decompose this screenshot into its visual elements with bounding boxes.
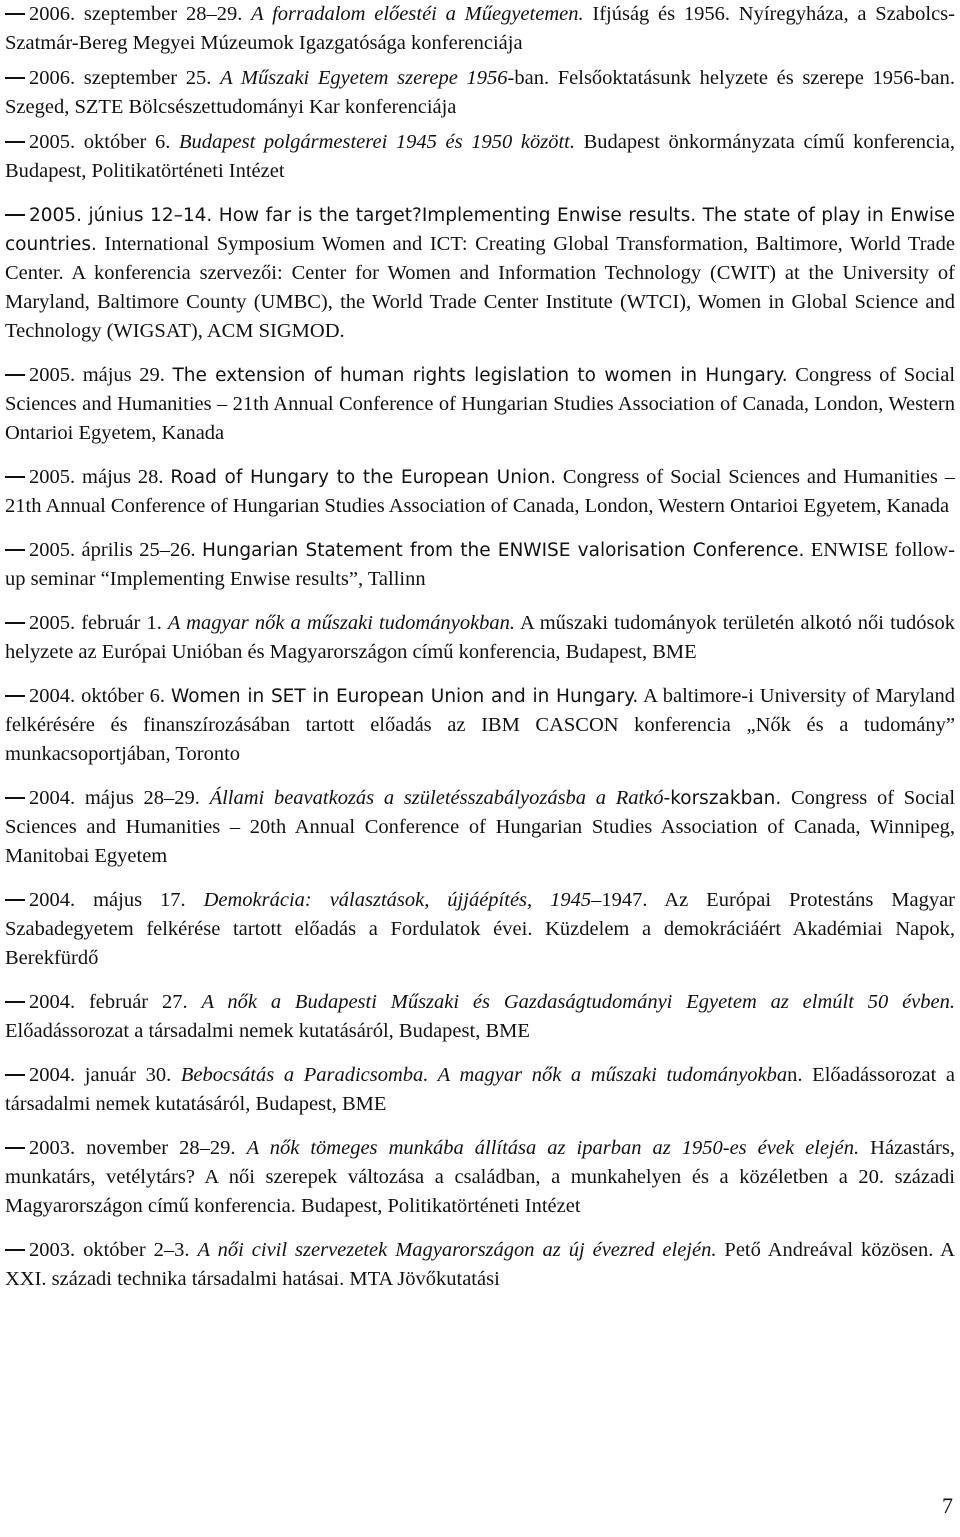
conference-entry xyxy=(5,609,955,667)
entry-text-segment: The extension of human rights legislation to women in Hungary. xyxy=(172,365,788,386)
dash-bullet-icon xyxy=(5,77,25,79)
conference-entry xyxy=(5,201,955,346)
entry-text-segment: 2003. november 28–29. xyxy=(29,1137,247,1159)
entry-text-segment: 2004. május 28–29. xyxy=(29,787,210,809)
entry-text-segment: A nők a Budapesti Műszaki és Gazdaságtudományi Egyetem az elmúlt 50 évben. xyxy=(201,991,955,1013)
dash-bullet-icon xyxy=(5,695,25,697)
entry-text-segment: Állami beavatkozás a születésszabályozásba a Ratkó xyxy=(209,787,664,809)
entry-text-segment: 2005. április 25–26. xyxy=(29,539,203,561)
conference-entry xyxy=(5,886,955,973)
dash-bullet-icon xyxy=(5,1001,25,1003)
entry-text-segment: 2005. május 28. xyxy=(29,466,171,488)
dash-bullet-icon xyxy=(5,1074,25,1076)
entry-text-segment: 2004. május 17. xyxy=(29,889,204,911)
dash-bullet-icon xyxy=(5,797,25,799)
entry-text-segment: Women in SET in European Union and in Hungary. xyxy=(171,686,639,707)
entry-text-segment: A műszaki tudományok területén alkotó női tudósok helyzete az Európai Unióban és Magyarországon című konferencia, Budapest, BME xyxy=(5,612,955,663)
conference-entry xyxy=(5,784,955,871)
dash-bullet-icon xyxy=(5,1249,25,1251)
entry-text-segment: Pető Andreával közösen. A XXI. századi technika társadalmi hatásai. MTA Jövőkutatási xyxy=(5,1239,955,1290)
dash-bullet-icon xyxy=(5,214,25,216)
dash-bullet-icon xyxy=(5,141,25,143)
entry-text-segment: 2006. szeptember 28–29. xyxy=(29,3,252,25)
entry-text-segment: 2005. június 12–14. How far is the target?Implementing Enwise results. The state of play in Enwise countries. xyxy=(5,205,955,255)
entry-text-segment: Házastárs, munkatárs, vetélytárs? A női szerepek változása a családban, a munkahelyen és a közéletben a 20. századi Magyarországon című konferencia. Budapest, Politikatörténeti Intézet xyxy=(5,1137,955,1217)
entry-text-segment: 2005. február 1. xyxy=(29,612,168,634)
document-page xyxy=(5,0,955,1294)
entry-text-segment: 2003. október 2–3. xyxy=(29,1239,198,1261)
entry-text-segment: 2006. szeptember 25. xyxy=(29,67,221,89)
entry-text-segment: Előadássorozat a társadalmi nemek kutatásáról, Budapest, BME xyxy=(5,1020,530,1042)
entry-text-segment: ENWISE follow-up seminar “Implementing Enwise results”, Tallinn xyxy=(5,539,955,590)
conference-entry xyxy=(5,682,955,769)
conference-entry xyxy=(5,128,955,186)
dash-bullet-icon xyxy=(5,899,25,901)
dash-bullet-icon xyxy=(5,13,25,15)
conference-entry xyxy=(5,361,955,448)
dash-bullet-icon xyxy=(5,1147,25,1149)
entry-text-segment: n. Előadássorozat a társadalmi nemek kutatásáról, Budapest, BME xyxy=(5,1064,955,1115)
entry-text-segment: Demokrácia: választások, újjáépítés, 1945 xyxy=(203,889,592,911)
entry-text-segment: 2005. május 29. xyxy=(29,364,173,386)
entry-text-segment: –1947. Az Európai Protestáns Magyar Szabadegyetem felkérése tartott előadás a Fordulatok évei. Küzdelem a demokráciáért Akadémiai Napok, Berekfürdő xyxy=(5,889,955,969)
entry-text-segment: Budapest polgármesterei 1945 és 1950 között. xyxy=(179,131,575,153)
entry-text-segment: Congress of Social Sciences and Humanities – 20th Annual Conference of Hungarian Studies Association of Canada, Winnipeg, Manitobai Egyetem xyxy=(5,787,956,867)
conference-entry xyxy=(5,1134,955,1221)
dash-bullet-icon xyxy=(5,476,25,478)
entry-text-segment: Ifjúság és 1956. Nyíregyháza, a Szabolcs-Szatmár-Bereg Megyei Múzeumok Igazgatósága konferenciája xyxy=(5,3,955,54)
entry-text-segment: -ban. Felsőoktatásunk helyzete és szerepe 1956-ban. Szeged, SZTE Bölcsészettudományi Kar konferenciája xyxy=(5,67,956,118)
conference-list xyxy=(5,0,955,1294)
entry-text-segment: 2004. október 6. xyxy=(29,685,171,707)
entry-text-segment: 2005. október 6. xyxy=(29,131,179,153)
dash-bullet-icon xyxy=(5,549,25,551)
conference-entry xyxy=(5,1061,955,1119)
entry-text-segment: Congress of Social Sciences and Humanities – 21th Annual Conference of Hungarian Studies Association of Canada, London, Western Ontarioi Egyetem, Kanada xyxy=(5,364,956,444)
entry-text-segment: International Symposium Women and ICT: Creating Global Transformation, Baltimore, World Trade Center. A konferencia szervezői: Center for Women and Information Technology (CWIT) at the University of Maryland, Baltimore County (UMBC), the World Trade Center Institute (WTCI), Women in Global Science and Technology (WIGSAT), ACM SIGMOD. xyxy=(5,233,955,342)
entry-text-segment: 2004. január 30. xyxy=(29,1064,181,1086)
entry-text-segment: A Műszaki Egyetem szerepe 1956 xyxy=(220,67,508,89)
entry-text-segment: Hungarian Statement from the ENWISE valorisation Conference. xyxy=(202,540,805,561)
entry-text-segment: Bebocsátás a Paradicsomba. A magyar nők a műszaki tudományokba xyxy=(180,1064,788,1086)
entry-text-segment: -korszakban. xyxy=(663,788,782,809)
dash-bullet-icon xyxy=(5,622,25,624)
entry-text-segment: A magyar nők a műszaki tudományokban. xyxy=(167,612,516,634)
entry-text-segment: A nők tömeges munkába állítása az iparban az 1950-es évek elején. xyxy=(246,1137,860,1159)
page-number: 7 xyxy=(942,1493,953,1518)
conference-entry xyxy=(5,988,955,1046)
entry-text-segment: A baltimore-i University of Maryland felkérésére és finanszírozásában tartott előadás az IBM CASCON konferencia „Nők és a tudomány” munkacsoportjában, Toronto xyxy=(5,685,955,765)
conference-entry xyxy=(5,0,955,58)
entry-text-segment: Congress of Social Sciences and Humanities – 21th Annual Conference of Hungarian Studies Association of Canada, London, Western Ontarioi Egyetem, Kanada xyxy=(5,466,956,517)
dash-bullet-icon xyxy=(5,374,25,376)
conference-entry xyxy=(5,64,955,122)
entry-text-segment: Budapest önkormányzata című konferencia, Budapest, Politikatörténeti Intézet xyxy=(5,131,955,182)
entry-text-segment: 2004. február 27. xyxy=(29,991,202,1013)
entry-text-segment: A forradalom előestéi a Műegyetemen. xyxy=(251,3,584,25)
entry-text-segment: Road of Hungary to the European Union. xyxy=(170,467,556,488)
conference-entry xyxy=(5,1236,955,1294)
entry-text-segment: A női civil szervezetek Magyarországon az új évezred elején. xyxy=(197,1239,717,1261)
conference-entry xyxy=(5,463,955,521)
conference-entry xyxy=(5,536,955,594)
